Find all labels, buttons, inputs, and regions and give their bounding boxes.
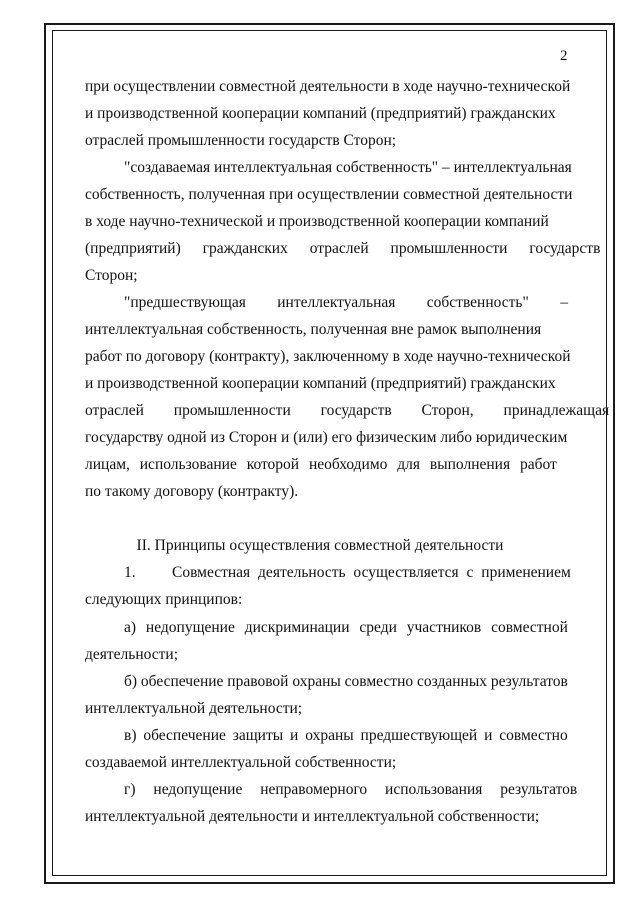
paragraph-line: и производственной кооперации компаний (предприятий) гражданских [85,105,556,122]
paragraph-line: в ходе научно-технической и производственной кооперации компаний [85,213,549,230]
subitem-line: интеллектуальной деятельности и интеллектуальной собственности; [85,808,540,825]
paragraph-line: отраслей промышленности государств Сторон, принадлежащая [85,402,610,419]
item-text: следующих принципов: [85,591,243,608]
subitem-line: интеллектуальной деятельности; [85,700,303,717]
page-border-inner [52,30,610,876]
paragraph-line: по такому договору (контракту). [85,483,299,500]
term-dash: – [560,294,568,311]
paragraph-line: отраслей промышленности государств Сторон; [85,132,397,149]
paragraph-line: Сторон; [85,267,138,284]
subitem-line: г) недопущение неправомерного использования результатов [124,781,578,798]
subitem-line: б) обеспечение правовой охраны совместно созданных результатов [124,673,568,690]
paragraph-line: (предприятий) гражданских отраслей промышленности государств [85,240,601,257]
section-heading: II. Принципы осуществления совместной деятельности [136,537,504,554]
paragraph-line: собственность, полученная при осуществлении совместной деятельности [85,186,573,203]
paragraph-line: "создаваемая интеллектуальная собственность" – интеллектуальная [124,159,572,176]
paragraph-line: интеллектуальная собственность, полученная вне рамок выполнения [85,321,542,338]
paragraph-line: лицам, использование которой необходимо для выполнения работ [85,456,557,473]
term-word: интеллектуальная [277,294,396,311]
paragraph-line: при осуществлении совместной деятельности в ходе научно-технической [85,78,571,95]
page-number: 2 [560,48,568,64]
subitem-line: деятельности; [85,646,179,663]
subitem-line: а) недопущение дискриминации среди участников совместной [124,619,568,636]
term-word: "предшествующая [124,294,246,311]
paragraph-line: работ по договору (контракту), заключенному в ходе научно-технической [85,348,571,365]
term-word: собственность" [426,294,529,311]
paragraph-first-line [124,293,568,313]
subitem-line: создаваемой интеллектуальной собственности; [85,754,397,771]
item-number: 1. [124,564,136,581]
subitem-line: в) обеспечение защиты и охраны предшествующей и совместно [124,727,568,744]
item-text: Совместная деятельность осуществляется с применением [172,564,571,581]
paragraph-line: государству одной из Сторон и (или) его физическим либо юридическим [85,429,568,446]
paragraph-line: и производственной кооперации компаний (предприятий) гражданских [85,375,556,392]
